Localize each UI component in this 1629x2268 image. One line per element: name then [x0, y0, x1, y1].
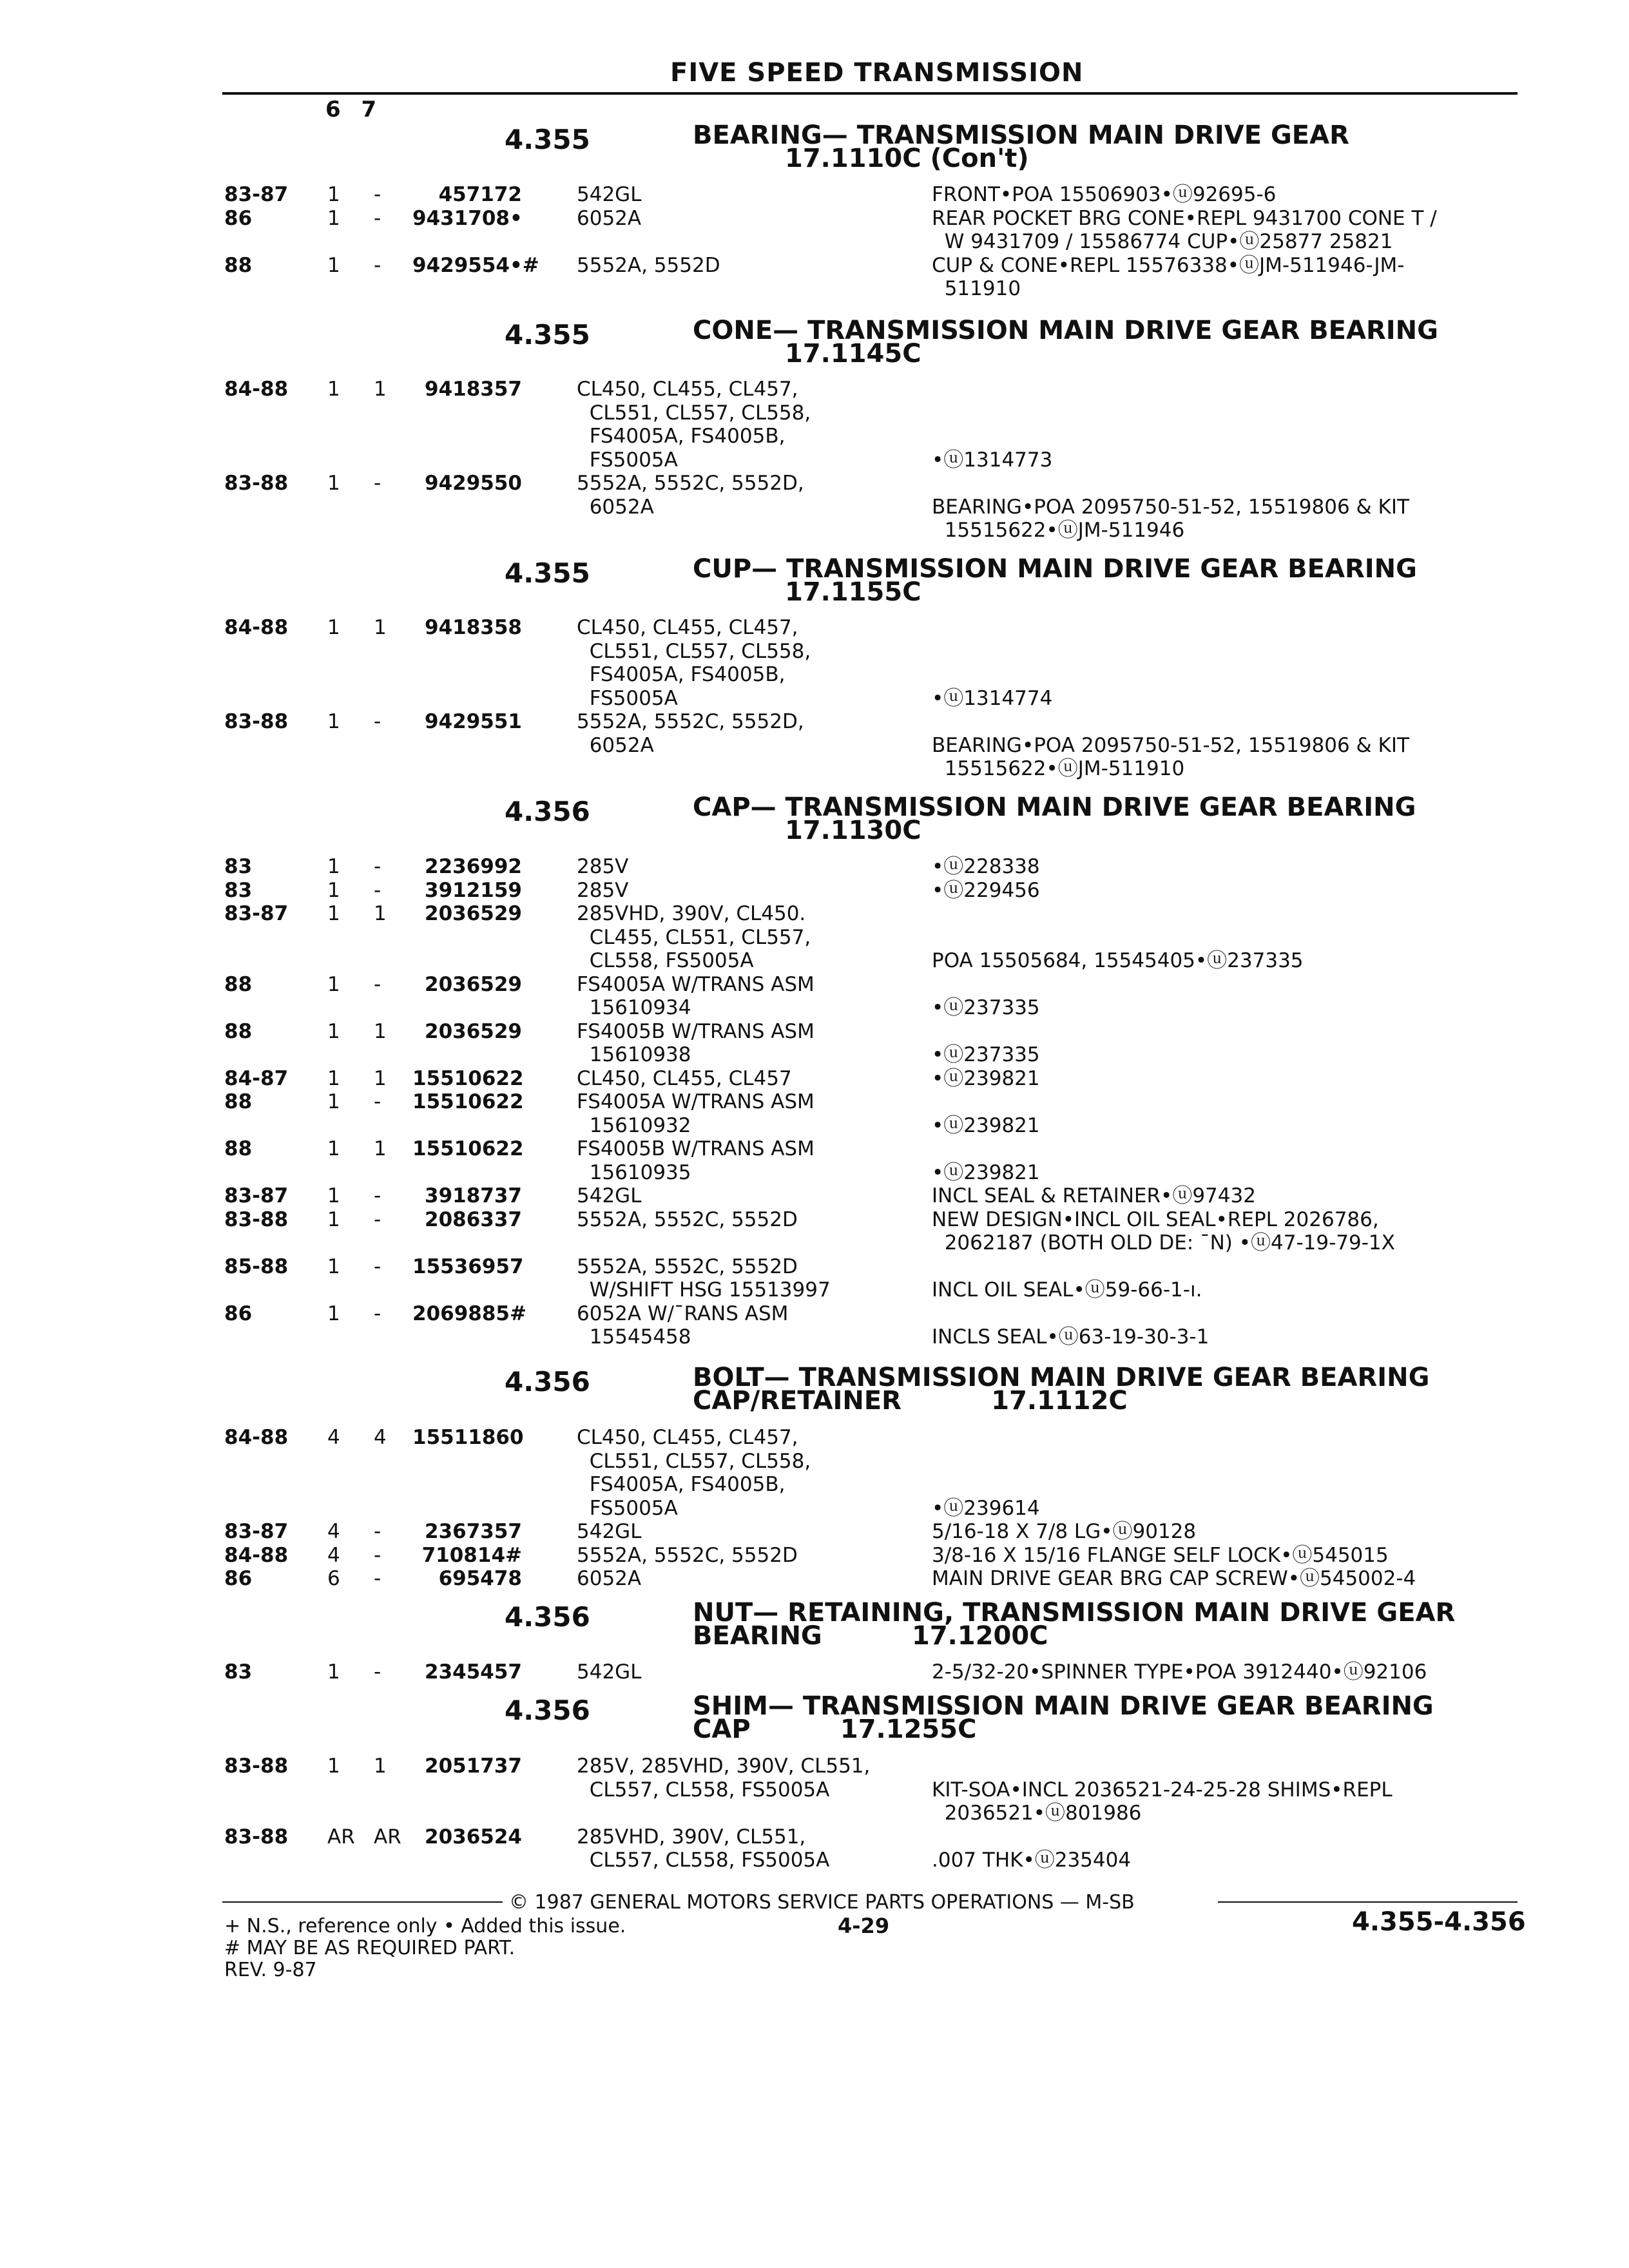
- model-application: 5552A, 5552C, 5552D: [577, 1207, 798, 1231]
- model-years: 86: [224, 1567, 253, 1590]
- table-row: [0, 1778, 1629, 1802]
- table-row: [0, 254, 1629, 278]
- model-application: CL450, CL455, CL457: [577, 1066, 792, 1090]
- model-application: 15610938: [577, 1043, 691, 1066]
- table-row: [0, 1567, 1629, 1591]
- model-years: 83-88: [224, 1754, 289, 1778]
- section-title-line: CUP— TRANSMISSION MAIN DRIVE GEAR BEARING: [693, 554, 1417, 584]
- quantity-7: -: [374, 1090, 381, 1113]
- table-row: [0, 1114, 1629, 1138]
- table-row: [0, 663, 1629, 687]
- part-number: 15536957: [412, 1254, 524, 1278]
- table-row: [0, 401, 1629, 425]
- model-application: CL450, CL455, CL457,: [577, 1426, 798, 1449]
- table-row: [0, 1849, 1629, 1872]
- model-application: 285V: [577, 855, 629, 878]
- model-years: 83-88: [224, 710, 289, 733]
- model-years: 85-88: [224, 1254, 289, 1278]
- model-years: 84-88: [224, 1426, 289, 1449]
- model-application: 6052A W/¯RANS ASM: [577, 1302, 789, 1325]
- quantity-6: 1: [327, 1019, 340, 1043]
- model-application: 285V: [577, 878, 629, 902]
- part-number: 15510622: [412, 1066, 524, 1090]
- quantity-7: -: [374, 1184, 381, 1207]
- part-description: •ⓤ239821: [932, 1160, 1040, 1184]
- table-row: [0, 1208, 1629, 1232]
- quantity-7: -: [374, 472, 381, 495]
- part-description: 2036521•ⓤ801986: [932, 1802, 1142, 1825]
- table-row: [0, 926, 1629, 950]
- model-application: 5552A, 5552C, 5552D,: [577, 710, 804, 733]
- model-application: 6052A: [577, 1567, 642, 1590]
- part-description: FRONT•POA 15506903•ⓤ92695-6: [932, 183, 1277, 206]
- model-years: 83-87: [224, 1184, 289, 1207]
- section-title-line: CONE— TRANSMISSION MAIN DRIVE GEAR BEARING: [693, 316, 1438, 345]
- model-application: FS5005A: [577, 686, 678, 710]
- model-application: 15610934: [577, 996, 691, 1019]
- table-row: [0, 1043, 1629, 1067]
- model-years: 83-87: [224, 183, 289, 206]
- model-application: 542GL: [577, 1520, 642, 1543]
- quantity-7: -: [374, 878, 381, 902]
- part-description: .007 THK•ⓤ235404: [932, 1849, 1132, 1872]
- quantity-6: 1: [327, 183, 340, 206]
- table-row: [0, 230, 1629, 254]
- quantity-7: -: [374, 972, 381, 996]
- table-row: [0, 1137, 1629, 1161]
- table-row: [0, 1161, 1629, 1185]
- model-application: 542GL: [577, 183, 642, 206]
- quantity-7: 1: [374, 1019, 387, 1043]
- quantity-7: 1: [374, 1137, 387, 1160]
- model-application: FS4005A, FS4005B,: [577, 663, 786, 686]
- model-application: FS4005A W/TRANS ASM: [577, 1090, 815, 1113]
- model-application: 5552A, 5552D: [577, 253, 720, 277]
- quantity-7: -: [374, 253, 381, 277]
- model-application: 15610932: [577, 1113, 691, 1137]
- quantity-6: 1: [327, 1302, 340, 1325]
- section-title-line: 17.1130C: [785, 816, 921, 845]
- model-application: 6052A: [577, 495, 654, 519]
- table-row: [0, 973, 1629, 997]
- table-row: [0, 1660, 1629, 1684]
- table-row: [0, 425, 1629, 448]
- quantity-7: -: [374, 1254, 381, 1278]
- model-application: FS5005A: [577, 1496, 678, 1520]
- table-row: [0, 902, 1629, 926]
- model-years: 83-87: [224, 902, 289, 925]
- section-title-line: 17.1110C (Con't): [785, 144, 1029, 173]
- section-title-line: CAP/RETAINER 17.1112C: [693, 1386, 1128, 1416]
- part-description: INCL OIL SEAL•ⓤ59-66-1-ı.: [932, 1278, 1202, 1302]
- part-description: BEARING•POA 2095750-51-52, 15519806 & KIT: [932, 733, 1409, 757]
- section-number: 4.356: [505, 1695, 590, 1726]
- table-row: [0, 1302, 1629, 1326]
- part-description: 2062187 (BOTH OLD DE: ¯N) •ⓤ47-19-79-1X: [932, 1231, 1395, 1254]
- section-number: 4.355: [505, 319, 590, 351]
- table-row: [0, 277, 1629, 301]
- quantity-7: -: [374, 206, 381, 230]
- section-title-line: NUT— RETAINING, TRANSMISSION MAIN DRIVE GEAR: [693, 1598, 1456, 1628]
- table-row: [0, 183, 1629, 207]
- table-row: [0, 1184, 1629, 1208]
- footer-rule-left: [222, 1901, 503, 1903]
- part-description: •ⓤ1314774: [932, 686, 1053, 710]
- table-row: [0, 1450, 1629, 1474]
- table-row: [0, 378, 1629, 401]
- part-description: POA 15505684, 15545405•ⓤ237335: [932, 949, 1304, 972]
- quantity-7: AR: [374, 1825, 401, 1849]
- table-row: [0, 687, 1629, 711]
- part-number: 2345457: [425, 1660, 522, 1684]
- model-application: FS5005A: [577, 448, 678, 472]
- page-title: FIVE SPEED TRANSMISSION: [670, 58, 1084, 88]
- model-application: 285VHD, 390V, CL450.: [577, 902, 806, 925]
- quantity-6: 1: [327, 1184, 340, 1207]
- section-title-line: BEARING 17.1200C: [693, 1621, 1048, 1651]
- model-years: 88: [224, 253, 253, 277]
- table-row: [0, 640, 1629, 664]
- part-description: 3/8-16 X 15/16 FLANGE SELF LOCK•ⓤ545015: [932, 1543, 1389, 1567]
- model-application: CL551, CL557, CL558,: [577, 1449, 811, 1473]
- page-number: 4-29: [838, 1914, 890, 1938]
- column-numbers: 6 7: [325, 97, 377, 122]
- part-description: INCLS SEAL•ⓤ63-19-30-3-1: [932, 1325, 1210, 1349]
- model-years: 83-88: [224, 1207, 289, 1231]
- table-row: [0, 1520, 1629, 1544]
- model-application: CL551, CL557, CL558,: [577, 401, 811, 425]
- quantity-6: 1: [327, 378, 340, 401]
- footer-revision: REV. 9-87: [224, 1959, 317, 1981]
- part-number: 9429550: [425, 472, 522, 495]
- section-number: 4.356: [505, 1601, 590, 1633]
- quantity-7: 4: [374, 1426, 387, 1449]
- part-description: W 9431709 / 15586774 CUP•ⓤ25877 25821: [932, 230, 1393, 253]
- table-row: [0, 996, 1629, 1020]
- table-row: [0, 1067, 1629, 1091]
- table-row: [0, 1090, 1629, 1114]
- model-years: 88: [224, 1090, 253, 1113]
- table-row: [0, 1497, 1629, 1521]
- part-description: INCL SEAL & RETAINER•ⓤ97432: [932, 1184, 1256, 1207]
- section-title-line: 17.1145C: [785, 339, 921, 369]
- part-number: 2036529: [425, 972, 522, 996]
- quantity-6: 1: [327, 902, 340, 925]
- model-application: FS4005A W/TRANS ASM: [577, 972, 815, 996]
- table-row: [0, 1325, 1629, 1349]
- model-application: FS4005A, FS4005B,: [577, 425, 786, 448]
- model-application: CL551, CL557, CL558,: [577, 639, 811, 663]
- footer-copyright: © 1987 GENERAL MOTORS SERVICE PARTS OPERATIONS — M-SB: [509, 1891, 1135, 1914]
- model-years: 83: [224, 1660, 253, 1684]
- model-application: 5552A, 5552C, 5552D: [577, 1254, 798, 1278]
- part-number: 15510622: [412, 1090, 524, 1113]
- table-row: [0, 1231, 1629, 1255]
- table-row: [0, 1278, 1629, 1302]
- part-number: 457172: [438, 183, 522, 206]
- part-description: •ⓤ237335: [932, 1043, 1040, 1066]
- section-title-line: BOLT— TRANSMISSION MAIN DRIVE GEAR BEARING: [693, 1363, 1430, 1392]
- part-description: 15515622•ⓤJM-511910: [932, 757, 1185, 780]
- model-application: 285VHD, 390V, CL551,: [577, 1825, 806, 1849]
- model-years: 83-88: [224, 1825, 289, 1849]
- section-title-line: CAP— TRANSMISSION MAIN DRIVE GEAR BEARING: [693, 793, 1416, 822]
- quantity-6: 1: [327, 206, 340, 230]
- model-years: 84-87: [224, 1066, 289, 1090]
- section-title-line: 17.1155C: [785, 577, 921, 607]
- quantity-6: 1: [327, 1066, 340, 1090]
- table-row: [0, 855, 1629, 879]
- model-years: 88: [224, 1137, 253, 1160]
- quantity-7: 1: [374, 378, 387, 401]
- part-description: MAIN DRIVE GEAR BRG CAP SCREW•ⓤ545002-4: [932, 1567, 1416, 1590]
- quantity-6: 4: [327, 1426, 340, 1449]
- quantity-7: -: [374, 1302, 381, 1325]
- model-years: 84-88: [224, 378, 289, 401]
- part-number: 9418357: [425, 378, 522, 401]
- part-description: BEARING•POA 2095750-51-52, 15519806 & KIT: [932, 495, 1409, 519]
- quantity-7: -: [374, 1207, 381, 1231]
- quantity-7: 1: [374, 1754, 387, 1778]
- model-application: CL558, FS5005A: [577, 949, 754, 972]
- table-row: [0, 448, 1629, 472]
- part-description: •ⓤ229456: [932, 878, 1040, 902]
- part-number: 3912159: [425, 878, 522, 902]
- model-years: 84-88: [224, 616, 289, 639]
- table-row: [0, 616, 1629, 640]
- table-row: [0, 1426, 1629, 1450]
- part-number: 9429554•#: [412, 253, 539, 277]
- quantity-6: 6: [327, 1567, 340, 1590]
- quantity-6: 1: [327, 1207, 340, 1231]
- part-number: 2236992: [425, 855, 522, 878]
- table-row: [0, 710, 1629, 734]
- part-description: CUP & CONE•REPL 15576338•ⓤJM-511946-JM-: [932, 253, 1405, 277]
- part-description: KIT-SOA•INCL 2036521-24-25-28 SHIMS•REPL: [932, 1778, 1393, 1802]
- part-number: 2036529: [425, 1019, 522, 1043]
- table-row: [0, 495, 1629, 519]
- footer-rule-right: [1218, 1901, 1518, 1903]
- section-number: 4.355: [505, 557, 590, 589]
- quantity-7: 1: [374, 616, 387, 639]
- part-number: 2069885#: [412, 1302, 526, 1325]
- part-number: 2036524: [425, 1825, 522, 1849]
- footer-legend-2: # MAY BE AS REQUIRED PART.: [224, 1937, 516, 1959]
- model-application: 542GL: [577, 1184, 642, 1207]
- part-number: 3918737: [425, 1184, 522, 1207]
- quantity-7: -: [374, 1567, 381, 1590]
- part-number: 2051737: [425, 1754, 522, 1778]
- table-row: [0, 757, 1629, 781]
- quantity-7: -: [374, 183, 381, 206]
- quantity-6: 1: [327, 1137, 340, 1160]
- part-description: •ⓤ237335: [932, 996, 1040, 1019]
- part-description: NEW DESIGN•INCL OIL SEAL•REPL 2026786,: [932, 1207, 1379, 1231]
- part-description: •ⓤ228338: [932, 855, 1040, 878]
- table-row: [0, 1020, 1629, 1044]
- table-row: [0, 1544, 1629, 1568]
- model-application: FS4005B W/TRANS ASM: [577, 1019, 815, 1043]
- model-application: 542GL: [577, 1660, 642, 1684]
- part-number: 695478: [438, 1567, 522, 1590]
- model-years: 83: [224, 855, 253, 878]
- quantity-7: -: [374, 710, 381, 733]
- model-years: 83: [224, 878, 253, 902]
- section-title-line: BEARING— TRANSMISSION MAIN DRIVE GEAR: [693, 120, 1349, 150]
- part-number: 710814#: [421, 1543, 522, 1567]
- model-years: 83-88: [224, 472, 289, 495]
- quantity-6: 1: [327, 472, 340, 495]
- quantity-6: 1: [327, 1754, 340, 1778]
- part-description: 5/16-18 X 7/8 LG•ⓤ90128: [932, 1520, 1197, 1543]
- part-description: •ⓤ1314773: [932, 448, 1053, 472]
- quantity-6: 1: [327, 855, 340, 878]
- table-row: [0, 1825, 1629, 1849]
- quantity-6: 1: [327, 878, 340, 902]
- part-description: 15515622•ⓤJM-511946: [932, 519, 1185, 542]
- footer-legend-1: + N.S., reference only • Added this issue.: [224, 1915, 626, 1937]
- section-range: 4.355-4.356: [1352, 1907, 1526, 1937]
- section-number: 4.356: [505, 1366, 590, 1398]
- model-application: CL455, CL551, CL557,: [577, 925, 811, 949]
- part-description: •ⓤ239821: [932, 1066, 1040, 1090]
- model-years: 86: [224, 1302, 253, 1325]
- model-years: 83-87: [224, 1520, 289, 1543]
- quantity-7: 1: [374, 1066, 387, 1090]
- quantity-6: 1: [327, 1090, 340, 1113]
- table-row: [0, 1473, 1629, 1497]
- table-row: [0, 519, 1629, 543]
- part-description: •ⓤ239821: [932, 1113, 1040, 1137]
- model-application: FS4005A, FS4005B,: [577, 1473, 786, 1496]
- table-row: [0, 734, 1629, 758]
- section-title-line: CAP 17.1255C: [693, 1715, 977, 1744]
- part-number: 15511860: [412, 1426, 524, 1449]
- quantity-6: 1: [327, 710, 340, 733]
- model-application: CL557, CL558, FS5005A: [577, 1849, 830, 1872]
- model-application: 285V, 285VHD, 390V, CL551,: [577, 1754, 871, 1778]
- part-number: 2367357: [425, 1520, 522, 1543]
- header-rule: [222, 92, 1518, 95]
- table-row: [0, 949, 1629, 973]
- model-application: 6052A: [577, 733, 654, 757]
- model-application: 5552A, 5552C, 5552D,: [577, 472, 804, 495]
- quantity-7: -: [374, 1543, 381, 1567]
- model-application: W/SHIFT HSG 15513997: [577, 1278, 831, 1302]
- quantity-7: -: [374, 1520, 381, 1543]
- part-number: 9431708•: [412, 206, 523, 230]
- model-application: 5552A, 5552C, 5552D: [577, 1543, 798, 1567]
- quantity-7: -: [374, 855, 381, 878]
- table-row: [0, 207, 1629, 231]
- table-row: [0, 472, 1629, 495]
- model-years: 88: [224, 972, 253, 996]
- model-years: 86: [224, 206, 253, 230]
- part-number: 2086337: [425, 1207, 522, 1231]
- table-row: [0, 879, 1629, 903]
- quantity-6: 1: [327, 253, 340, 277]
- part-description: •ⓤ239614: [932, 1496, 1040, 1520]
- quantity-6: 4: [327, 1543, 340, 1567]
- quantity-7: 1: [374, 902, 387, 925]
- model-application: CL557, CL558, FS5005A: [577, 1778, 830, 1802]
- table-row: [0, 1754, 1629, 1778]
- table-row: [0, 1802, 1629, 1825]
- model-application: FS4005B W/TRANS ASM: [577, 1137, 815, 1160]
- model-application: 6052A: [577, 206, 642, 230]
- part-description: REAR POCKET BRG CONE•REPL 9431700 CONE T /: [932, 206, 1437, 230]
- quantity-6: 1: [327, 616, 340, 639]
- model-application: CL450, CL455, CL457,: [577, 616, 798, 639]
- part-number: 2036529: [425, 902, 522, 925]
- quantity-7: -: [374, 1660, 381, 1684]
- section-number: 4.355: [505, 124, 590, 155]
- model-years: 88: [224, 1019, 253, 1043]
- quantity-6: 1: [327, 972, 340, 996]
- section-number: 4.356: [505, 796, 590, 827]
- model-application: 15610935: [577, 1160, 691, 1184]
- model-application: 15545458: [577, 1325, 691, 1349]
- part-description: 511910: [932, 277, 1021, 300]
- part-number: 9418358: [425, 616, 522, 639]
- quantity-6: 1: [327, 1660, 340, 1684]
- part-description: 2-5/32-20•SPINNER TYPE•POA 3912440•ⓤ92106: [932, 1660, 1427, 1684]
- model-years: 84-88: [224, 1543, 289, 1567]
- quantity-6: 1: [327, 1254, 340, 1278]
- quantity-6: 4: [327, 1520, 340, 1543]
- section-title-line: SHIM— TRANSMISSION MAIN DRIVE GEAR BEARING: [693, 1691, 1434, 1721]
- part-number: 9429551: [425, 710, 522, 733]
- model-application: CL450, CL455, CL457,: [577, 378, 798, 401]
- table-row: [0, 1255, 1629, 1279]
- part-number: 15510622: [412, 1137, 524, 1160]
- quantity-6: AR: [327, 1825, 355, 1849]
